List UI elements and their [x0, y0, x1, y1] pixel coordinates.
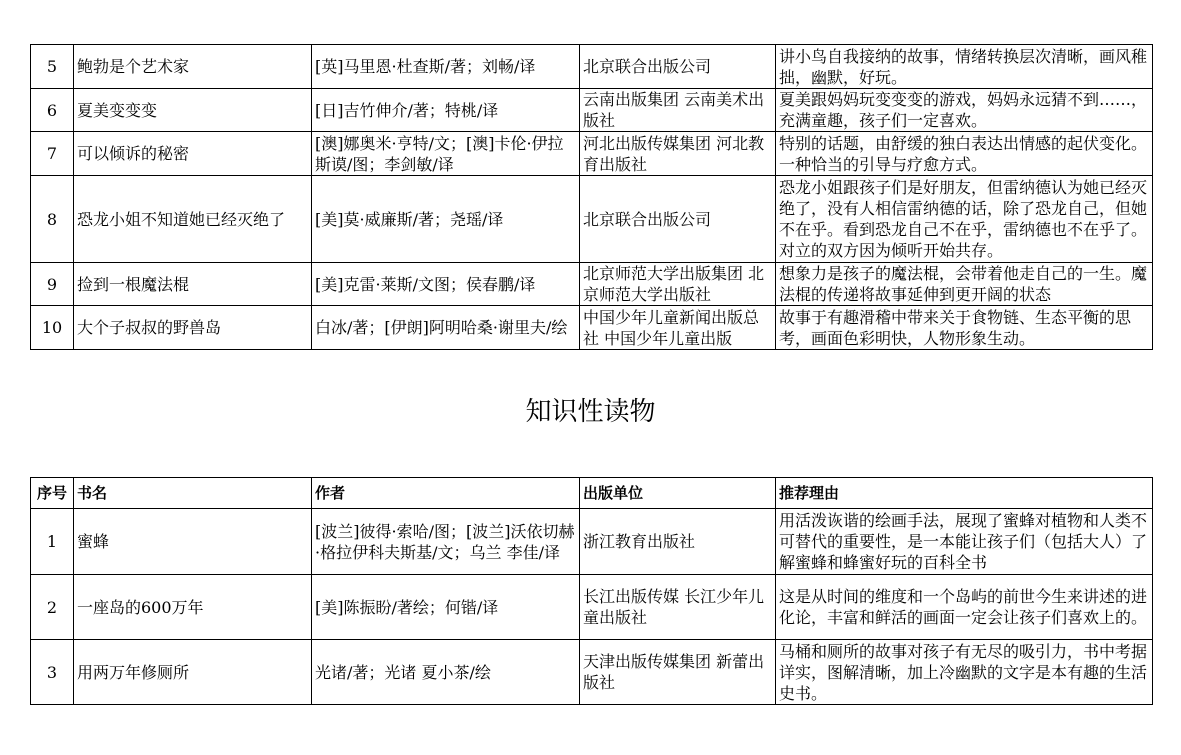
book-title: 恐龙小姐不知道她已经灭绝了: [74, 176, 312, 263]
row-number: 6: [31, 89, 74, 132]
row-number: 9: [31, 263, 74, 306]
row-number: 2: [31, 575, 74, 640]
table-row: [31, 306, 1153, 350]
book-title: 可以倾诉的秘密: [74, 132, 312, 176]
row-number: 3: [31, 640, 74, 705]
book-author: [英]马里恩·杜查斯/著；刘畅/译: [312, 45, 580, 89]
recommended-books-table-continued: [30, 44, 1153, 350]
book-title: 夏美变变变: [74, 89, 312, 132]
table-row: [31, 575, 1153, 640]
book-publisher: 北京联合出版公司: [580, 45, 776, 89]
book-reason: 这是从时间的维度和一个岛屿的前世今生来讲述的进化论，丰富和鲜活的画面一定会让孩子们喜欢上的。: [776, 575, 1153, 640]
book-author: [美]莫·威廉斯/著；尧瑶/译: [312, 176, 580, 263]
book-reason: 特别的话题，由舒缓的独白表达出情感的起伏变化。一种恰当的引导与疗愈方式。: [776, 132, 1153, 176]
book-publisher: 长江出版传媒 长江少年儿童出版社: [580, 575, 776, 640]
row-number: 10: [31, 306, 74, 350]
column-header-publisher: 出版单位: [580, 478, 776, 509]
book-title: 鲍勃是个艺术家: [74, 45, 312, 89]
table-row: [31, 45, 1153, 89]
book-reason: 夏美跟妈妈玩变变变的游戏，妈妈永远猜不到……，充满童趣，孩子们一定喜欢。: [776, 89, 1153, 132]
table-header-row: [31, 478, 1153, 509]
book-author: [日]吉竹伸介/著；特桃/译: [312, 89, 580, 132]
column-header-reason: 推荐理由: [776, 478, 1153, 509]
book-reason: 故事于有趣滑稽中带来关于食物链、生态平衡的思考，画面色彩明快，人物形象生动。: [776, 306, 1153, 350]
table-row: [31, 89, 1153, 132]
column-header-number: 序号: [31, 478, 74, 509]
book-publisher: 云南出版集团 云南美术出版社: [580, 89, 776, 132]
book-publisher: 北京师范大学出版集团 北京师范大学出版社: [580, 263, 776, 306]
row-number: 5: [31, 45, 74, 89]
book-title: 一座岛的600万年: [74, 575, 312, 640]
book-title: 捡到一根魔法棍: [74, 263, 312, 306]
section-title: 知识性读物: [525, 397, 656, 427]
row-number: 1: [31, 509, 74, 575]
book-publisher: 浙江教育出版社: [580, 509, 776, 575]
table-row: [31, 132, 1153, 176]
book-title: 蜜蜂: [74, 509, 312, 575]
book-reason: 马桶和厕所的故事对孩子有无尽的吸引力，书中考据详实，图解清晰，加上冷幽默的文字是本有趣的生活史书。: [776, 640, 1153, 705]
table-row: [31, 263, 1153, 306]
book-publisher: 北京联合出版公司: [580, 176, 776, 263]
table-row: [31, 176, 1153, 263]
column-header-title: 书名: [74, 478, 312, 509]
table-row: [31, 509, 1153, 575]
table-row: [31, 640, 1153, 705]
book-title: 大个子叔叔的野兽岛: [74, 306, 312, 350]
book-reason: 用活泼诙谐的绘画手法，展现了蜜蜂对植物和人类不可替代的重要性，是一本能让孩子们（包括大人）了解蜜蜂和蜂蜜好玩的百科全书: [776, 509, 1153, 575]
book-author: 光诸/著；光诸 夏小茶/绘: [312, 640, 580, 705]
knowledge-books-table: [30, 477, 1153, 705]
row-number: 8: [31, 176, 74, 263]
book-publisher: 河北出版传媒集团 河北教育出版社: [580, 132, 776, 176]
book-title: 用两万年修厕所: [74, 640, 312, 705]
book-reason: 恐龙小姐跟孩子们是好朋友，但雷纳德认为她已经灭绝了，没有人相信雷纳德的话，除了恐龙自己，但她不在乎。看到恐龙自己不在乎，雷纳德也不在乎了。对立的双方因为倾听开始共存。: [776, 176, 1153, 263]
book-publisher: 天津出版传媒集团 新蕾出版社: [580, 640, 776, 705]
book-author: [澳]娜奥米·亨特/文；[澳]卡伦·伊拉斯谟/图；李剑敏/译: [312, 132, 580, 176]
row-number: 7: [31, 132, 74, 176]
book-publisher: 中国少年儿童新闻出版总社 中国少年儿童出版: [580, 306, 776, 350]
book-reason: 讲小鸟自我接纳的故事，情绪转换层次清晰，画风稚拙，幽默，好玩。: [776, 45, 1153, 89]
book-author: [波兰]彼得·索哈/图；[波兰]沃依切赫·格拉伊科夫斯基/文；乌兰 李佳/译: [312, 509, 580, 575]
column-header-author: 作者: [312, 478, 580, 509]
book-author: [美]克雷·莱斯/文图；侯春鹏/译: [312, 263, 580, 306]
book-reason: 想象力是孩子的魔法棍，会带着他走自己的一生。魔法棍的传递将故事延伸到更开阔的状态: [776, 263, 1153, 306]
book-author: 白冰/著；[伊朗]阿明哈桑·谢里夫/绘: [312, 306, 580, 350]
book-author: [美]陈振盼/著绘；何锴/译: [312, 575, 580, 640]
